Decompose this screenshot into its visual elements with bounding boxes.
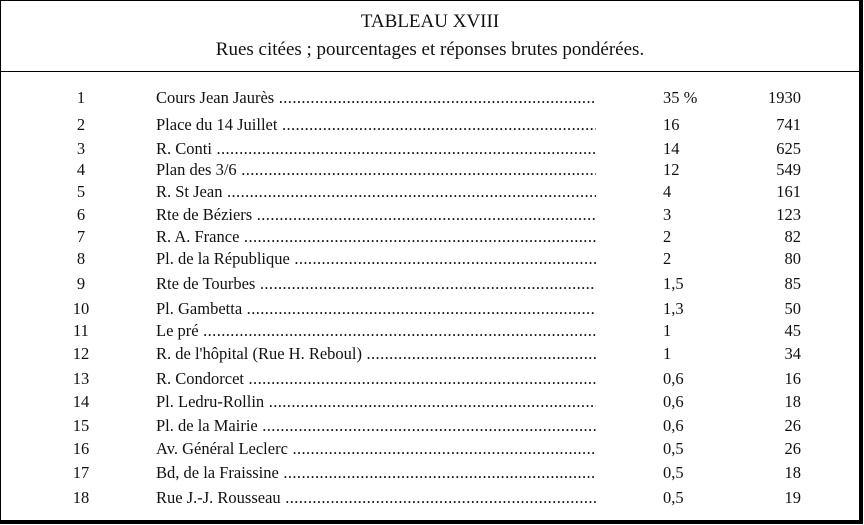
percentage-value: 4 — [663, 182, 672, 201]
row-number: 5 — [76, 182, 86, 201]
row-number: 11 — [73, 321, 89, 340]
weighted-responses-value: 80 — [784, 249, 801, 268]
row-number: 4 — [76, 160, 86, 179]
table-row — [1, 343, 859, 365]
weighted-responses-value: 19 — [784, 488, 801, 507]
row-number: 14 — [72, 392, 90, 411]
percentage-value: 0,6 — [663, 369, 684, 388]
percentage-value: 3 — [663, 205, 672, 224]
weighted-responses-value: 741 — [776, 115, 801, 134]
percentage-value: 16 — [663, 115, 680, 134]
street-name: Le pré ..... — [156, 320, 596, 342]
percentage-value: 1 — [663, 344, 672, 363]
weighted-responses-value: 85 — [784, 274, 801, 293]
table-row — [1, 368, 859, 390]
table-row — [1, 415, 859, 437]
row-number: 7 — [76, 227, 86, 246]
table-row — [1, 159, 859, 181]
weighted-responses-value: 82 — [784, 227, 801, 246]
weighted-responses-value: 1930 — [768, 88, 801, 107]
table-row — [1, 391, 859, 413]
percentage-value: 1,5 — [663, 274, 684, 293]
weighted-responses-value: 123 — [776, 205, 801, 224]
table-row — [1, 138, 859, 160]
street-name: Plan des 3/6 ..... — [156, 159, 596, 181]
row-number: 2 — [76, 115, 86, 134]
percentage-value: 1,3 — [663, 299, 684, 318]
weighted-responses-value: 18 — [784, 463, 801, 482]
street-name: Pl. de la Mairie ..... — [156, 415, 596, 437]
row-number: 15 — [72, 416, 90, 435]
table-row — [1, 87, 859, 109]
percentage-value: 0,5 — [663, 439, 684, 458]
table-row — [1, 273, 859, 295]
row-number: 6 — [76, 205, 86, 224]
table-row — [1, 487, 859, 509]
weighted-responses-value: 161 — [776, 182, 801, 201]
percentage-value: 0,5 — [663, 463, 684, 482]
table-subtitle: Rues citées ; pourcentages et réponses brutes pondérées. — [215, 39, 645, 60]
percentage-value: 0,5 — [663, 488, 684, 507]
street-name: Pl. Ledru-Rollin ..... — [156, 391, 596, 413]
row-number: 8 — [76, 249, 86, 268]
street-name: R. Condorcet ..... — [156, 368, 596, 390]
table-row — [1, 248, 859, 270]
table-row — [1, 181, 859, 203]
row-number: 10 — [72, 299, 90, 318]
row-number: 3 — [76, 139, 86, 158]
percentage-value: 14 — [663, 139, 680, 158]
row-number: 1 — [76, 88, 86, 107]
street-name: R. Conti ..... — [156, 138, 596, 160]
percentage-value: 35 % — [663, 88, 698, 107]
street-name: Cours Jean Jaurès ..... — [156, 87, 596, 109]
street-name: Rte de Tourbes ..... — [156, 273, 596, 295]
header-divider — [1, 71, 859, 72]
street-name: R. A. France ..... — [156, 226, 596, 248]
table-row — [1, 298, 859, 320]
weighted-responses-value: 26 — [784, 439, 801, 458]
table-row — [1, 438, 859, 460]
street-name: Rue J.-J. Rousseau ..... — [156, 487, 596, 509]
table-row — [1, 114, 859, 136]
row-number: 12 — [72, 344, 90, 363]
row-number: 18 — [72, 488, 90, 507]
table-row — [1, 320, 859, 342]
street-name: R. St Jean ..... — [156, 181, 596, 203]
weighted-responses-value: 18 — [784, 392, 801, 411]
percentage-value: 2 — [663, 227, 672, 246]
percentage-value: 12 — [663, 160, 680, 179]
percentage-value: 0,6 — [663, 416, 684, 435]
percentage-value: 1 — [663, 321, 672, 340]
weighted-responses-value: 50 — [784, 299, 801, 318]
street-name: Av. Général Leclerc ..... — [156, 438, 596, 460]
row-number: 13 — [72, 369, 90, 388]
row-number: 16 — [72, 439, 90, 458]
weighted-responses-value: 16 — [784, 369, 801, 388]
street-name: R. de l'hôpital (Rue H. Reboul) ..... — [156, 343, 596, 365]
street-name: Pl. Gambetta ..... — [156, 298, 596, 320]
table-row — [1, 226, 859, 248]
street-name: Pl. de la République ..... — [156, 248, 596, 270]
table-row — [1, 462, 859, 484]
weighted-responses-value: 549 — [776, 160, 801, 179]
weighted-responses-value: 625 — [776, 139, 801, 158]
weighted-responses-value: 45 — [784, 321, 801, 340]
row-number: 17 — [72, 463, 90, 482]
weighted-responses-value: 34 — [784, 344, 801, 363]
street-name: Bd, de la Fraissine ..... — [156, 462, 596, 484]
table-title: TABLEAU XVIII — [360, 11, 500, 32]
row-number: 9 — [76, 274, 86, 293]
street-name: Rte de Béziers ..... — [156, 204, 596, 226]
table-row — [1, 204, 859, 226]
percentage-value: 2 — [663, 249, 672, 268]
street-name: Place du 14 Juillet ..... — [156, 114, 596, 136]
weighted-responses-value: 26 — [784, 416, 801, 435]
percentage-value: 0,6 — [663, 392, 684, 411]
